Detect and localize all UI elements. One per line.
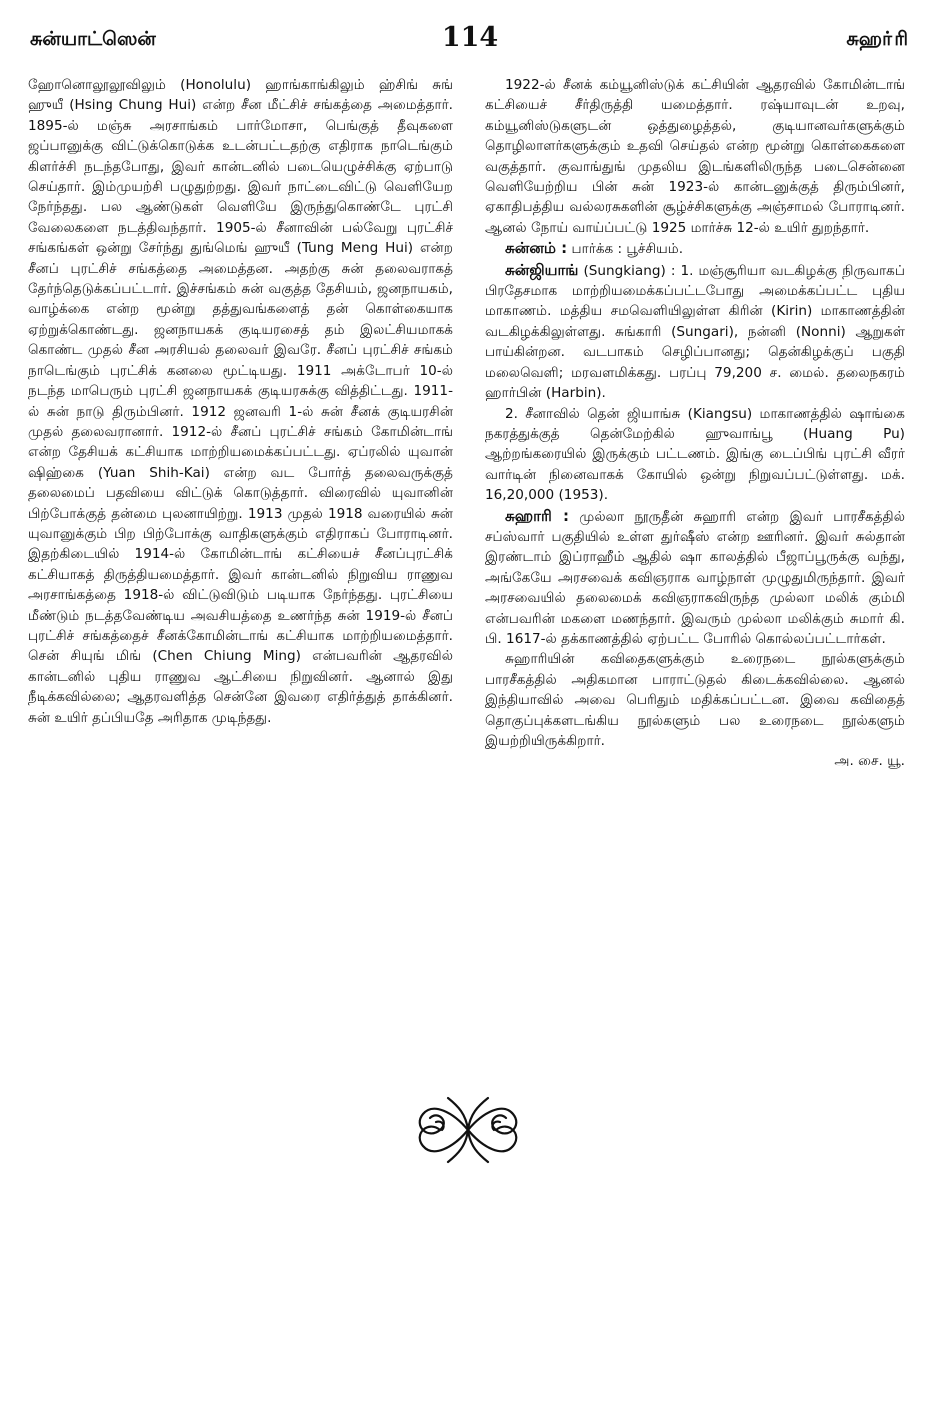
entry-sungkiang-text: (Sungkiang) : 1. மஞ்சூரியா வடகிழக்கு நிருவாகப் பிரதேசமாக மாற்றியமைக்கப்பட்டபோது அமைக்கப்பட்ட புதிய மாகாணம். மத்திய சமவெளியிலுள்ள கிரின் (Kirin) மாகாணத்தின் வடகிழக்கிலுள்ளது. சுங்காரி (Sungari), நன்னி (Nonni) ஆறுகள் பாய்கின்றன. வடபாகம் செழிப்பானது; தென்கிழக்குப் பகுதி மலைவெளி; மரவளமிக்கது. பரப்பு 79,200 ச. மைல். தலைநகரம் ஹார்பின் (Harbin).	[485, 262, 905, 402]
page-header	[0, 22, 940, 62]
sun-yat-sen-continued-paragraph: 1922-ல் சீனக் கம்யூனிஸ்டுக் கட்சியின் ஆதரவில் கோமின்டாங் கட்சியைச் சீர்திருத்தி யமைத்தார். ரஷ்யாவுடன் உறவு, கம்யூனிஸ்டுகளுடன் ஒத்துழைத்தல், குடியானவர்களுக்கும் தொழிலாளர்களுக்கும் உதவி செய்தல் என்ற மூன்று கொள்கைகளை வகுத்தார். குவாங்துங் முதலிய இடங்களிலிருந்த படைசென்னை வெளியேற்றிய பின் சுன் 1923-ல் கான்டனுக்குத் திரும்பினர், ஏகாதிபத்திய வல்லரசுகளின் சூழ்ச்சிகளுக்கு அஞ்சாமல் போராடினர். ஆனல் நோய் வாய்ப்பட்டு 1925 மார்ச்சு 12-ல் உயிர் துறந்தார்.	[485, 77, 905, 236]
decorative-knot-ornament-icon	[408, 1092, 528, 1167]
author-initials: அ. சை. யூ.	[834, 753, 905, 770]
entry-sungkiang-sense-2: 2. சீனாவில் தென் ஜியாங்சு (Kiangsu) மாகாணத்தில் ஷாங்கை நகரத்துக்குத் தென்மேற்கில் ஹுவாங்பூ (Huang Pu) ஆற்றங்கரையில் இருக்கும் பட்டணம். இங்கு டைப்பிங் புரட்சி வீரர் வார்டின் நினைவாகக் கோயில் ஒன்று நிறுவப்பட்டுள்ளது. மக். 16,20,000 (1953).	[485, 405, 905, 504]
entry-sunnam	[485, 238, 905, 259]
entry-suhari-paragraph-2: சுஹாரியின் கவிதைகளுக்கும் உரைநடை நூல்களுக்கும் பாரசீகத்தில் அதிகமான பாராட்டுதல் கிடைக்கவில்லை. ஆனல் இந்தியாவில் அவை பெரிதும் மதிக்கப்பட்டன. இவை கவிதைத் தொகுப்புக்களடங்கிய நூல்களும் பல உரைநடை நூல்களும் இயற்றியிருக்கிறார்.	[485, 651, 905, 749]
headword-sungkiang: சுன்ஜியாங்	[505, 260, 579, 279]
left-column	[28, 75, 453, 728]
sun-yat-sen-paragraph: ஹோனொலூலூவிலும் (Honolulu) ஹாங்காங்கிலும் ஹ்சிங் சுங் ஹுயீ (Hsing Chung Hui) என்ற சீன மீட்சிச் சங்கத்தை அமைத்தார். 1895-ல் மஞ்சு அரசாங்கம் பார்மோசா, பெங்குத் தீவுகளை ஜப்பானுக்கு விட்டுக்கொடுக்க உடன்பட்டதற்கு எதிராக நாடெங்கும் கிளர்ச்சி நடந்தபோது, இவர் கான்டனில் படையெழுச்சிக்கு ஏற்பாடு செய்தார். இம்முயற்சி பழுதுற்றது. இவர் நாட்டைவிட்டு வெளியேற நேர்ந்தது. பல ஆண்டுகள் வெளியே இருந்துகொண்டே புரட்சி வேலைகளை நடத்திவந்தார். 1905-ல் சீனாவின் பல்வேறு புரட்சிச் சங்கங்கள் ஒன்று சேர்ந்து துங்மெங் ஹுயீ (Tung Meng Hui) என்ற சீனப் புரட்சிச் சங்கத்தை அமைத்தன. அதற்கு சுன் தலைவராகத் தேர்ந்தெடுக்கப்பட்டார். இச்சங்கம் சுன் வகுத்த தேசியம், ஜனநாயகம், வாழ்க்கை என்ற மூன்று தத்துவங்களைத் தன் கொள்கையாக ஏற்றுக்கொண்டது. ஜனநாயகக் குடியரசைத் தம் இலட்சியமாகக் கொண்ட முதல் சீன அரசியல் தலைவர் இவரே. சீனப் புரட்சிச் சங்கம் நாடெங்கும் புரட்சிக் கனலை மூட்டியது. 1911 அக்டோபர் 10-ல் நடந்த மாபெரும் புரட்சி ஜனநாயகக் குடியரசுக்கு வித்திட்டது. 1911-ல் சுன் நாடு திரும்பினர். 1912 ஜனவரி 1-ல் சுன் சீனக் குடியரசின் முதல் தலைவரானார். 1912-ல் சீனப் புரட்சிச் சங்கம் கோமின்டாங் என்ற தேசியக் கட்சியாக மாற்றியமைக்கப்பட்டது. ஏப்ரலில் யுவான் ஷிஹ்கை (Yuan Shih-Kai) என்ற வட போர்த் தலைவருக்குத் தலைமைப் பதவியை விட்டுக் கொடுத்தார். விரைவில் யுவானின் பிற்போக்குத் தன்மை புலனாயிற்று. 1913 முதல் 1918 வரையில் சுன் யுவானுக்கும் பிற பிற்போக்கு வாதிகளுக்கும் எதிராகப் போராடினர். இதற்கிடையில் 1914-ல் கோமின்டாங் கட்சியைச் சீனப்புரட்சிக் கட்சியாகத் திருத்தியமைத்தார். இவர் கான்டனில் நிறுவிய ராணுவ அரசாங்கத்தை 1918-ல் விட்டுவிடும் படியாக நேர்ந்தது. புரட்சியை மீண்டும் நடத்தவேண்டிய அவசியத்தை உணர்ந்த சுன் 1919-ல் சீனப் புரட்சிச் சங்கத்தைச் சீனக்கோமின்டாங் கட்சியாக மாற்றியமைத்தார். சென் சியுங் மிங் (Chen Chiung Ming) என்பவரின் ஆதரவில் கான்டனில் புதிய ராணுவ ஆட்சியை நிறுவினர். ஆனால் இது நீடிக்கவில்லை; ஆதரவளித்த சென்னே இவரை எதிர்த்துத் தாக்கினர். சுன் உயிர் தப்பியதே அரிதாக முடிந்தது.	[28, 77, 453, 726]
entry-sungkiang	[485, 260, 905, 404]
headword-sunnam: சுன்னம் :	[505, 239, 568, 258]
entry-sunnam-text: பார்க்க : பூச்சியம்.	[571, 241, 684, 258]
entry-suhari-text: முல்லா நூருதீன் சுஹாரி என்ற இவர் பாரசீகத்தில் சப்ஸ்வார் பகுதியில் உள்ள துர்ஷீஸ் என்ற ஊரினர். இவர் சுல்தான் இரண்டாம் இப்ராஹீம் ஆதில் ஷா காலத்தில் பீஜாப்பூருக்கு வந்து, அங்கேயே அரசவைக் கவிஞராக வாழ்நாள் முழுதுமிருந்தார். இவர் அரசவையில் தலைமைக் கவிஞராகவிருந்த முல்லா மலிக் கும்மி என்பவரின் மகளை மணந்தார். இவரும் முல்லா மலிக்கும் சுமார் கி. பி. 1617-ல் தக்காணத்தில் ஏற்பட்ட போரில் கொல்லப்பட்டார்கள்.	[485, 508, 905, 647]
right-column	[485, 75, 905, 772]
running-head-right: சுஹா்ரி	[846, 28, 908, 50]
headword-suhari: சுஹாரி :	[505, 506, 569, 525]
entry-suhari	[485, 506, 905, 650]
page-number: 114	[441, 22, 499, 53]
running-head-left: சுன்யாட்ஸென்	[30, 28, 156, 50]
